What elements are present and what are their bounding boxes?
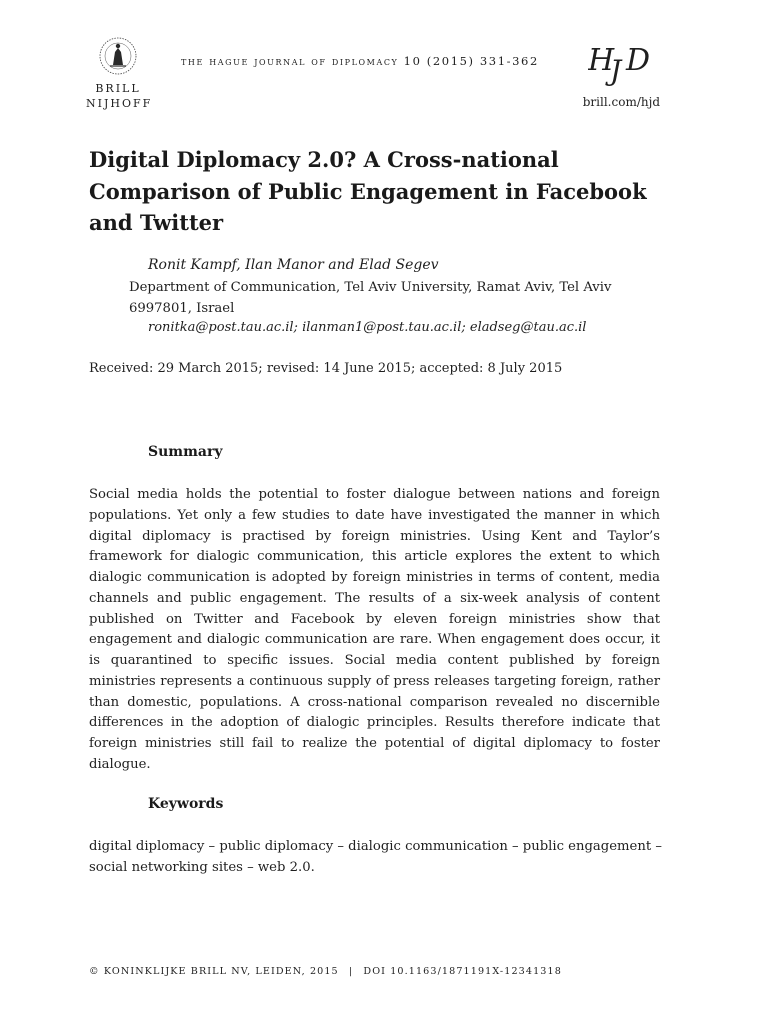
publisher-name-line-2: NIJHOFF	[86, 97, 153, 110]
publisher-name-line-1: BRILL	[95, 82, 141, 95]
keywords-heading: Keywords	[148, 796, 224, 812]
svg-text:J: J	[610, 54, 622, 87]
hjd-journal-logo	[588, 40, 660, 88]
author-affiliation: Department of Communication, Tel Aviv University, Ramat Aviv, Tel Aviv 6997801, Israel	[129, 280, 612, 316]
journal-url[interactable]: brill.com/hjd	[582, 95, 660, 109]
copyright-text: KONINKLIJKE BRILL NV, LEIDEN, 2015	[103, 966, 339, 977]
doi-text[interactable]: DOI 10.1163/1871191X-12341318	[363, 966, 562, 977]
article-title: Digital Diplomacy 2.0? A Cross-national Comparison of Public Engagement in Facebook and Twitter	[89, 147, 647, 235]
brill-emblem-logo	[96, 34, 140, 82]
footer-separator: |	[348, 966, 354, 977]
article-dates: Received: 29 March 2015; revised: 14 June 2015; accepted: 8 July 2015	[89, 361, 563, 376]
author-emails[interactable]: ronitka@post.tau.ac.il; ilanman1@post.tau.ac.il; eladseg@tau.ac.il	[148, 320, 587, 335]
journal-running-head: the hague journal of diplomacy 10 (2015) 331-362	[181, 54, 539, 68]
summary-heading: Summary	[148, 444, 223, 460]
publisher-name	[86, 81, 153, 111]
svg-text:H: H	[588, 43, 615, 78]
copyright-symbol: ©	[89, 966, 100, 977]
svg-text:D: D	[626, 43, 651, 78]
footer-copyright-line	[89, 966, 562, 977]
keywords-text: digital diplomacy – public diplomacy – dialogic communication – public engagement – social networking sites – web 2.0.	[89, 839, 662, 875]
summary-text: Social media holds the potential to foster dialogue between nations and foreign populations. Yet only a few studies to date have investigated the manner in which digital diplomacy is practised by foreign ministries. Using Kent and Taylor’s framework for dialogic communication, this article explores the extent to which dialogic communication is adopted by foreign ministries in terms of content, media channels and public engagement. The results of a six-week analysis of content published on Twitter and Facebook by eleven foreign ministries show that engagement and dialogic communication are rare. When engagement does occur, it is quarantined to specific issues. Social media content published by foreign ministries represents a continuous supply of press releases targeting foreign, rather than domestic, populations. A cross-national comparison revealed no discernible differences in the adoption of dialogic principles. Results therefore indicate that foreign ministries still fail to realize the potential of digital diplomacy to foster dialogue.	[89, 487, 660, 772]
article-authors: Ronit Kampf, Ilan Manor and Elad Segev	[148, 257, 439, 273]
